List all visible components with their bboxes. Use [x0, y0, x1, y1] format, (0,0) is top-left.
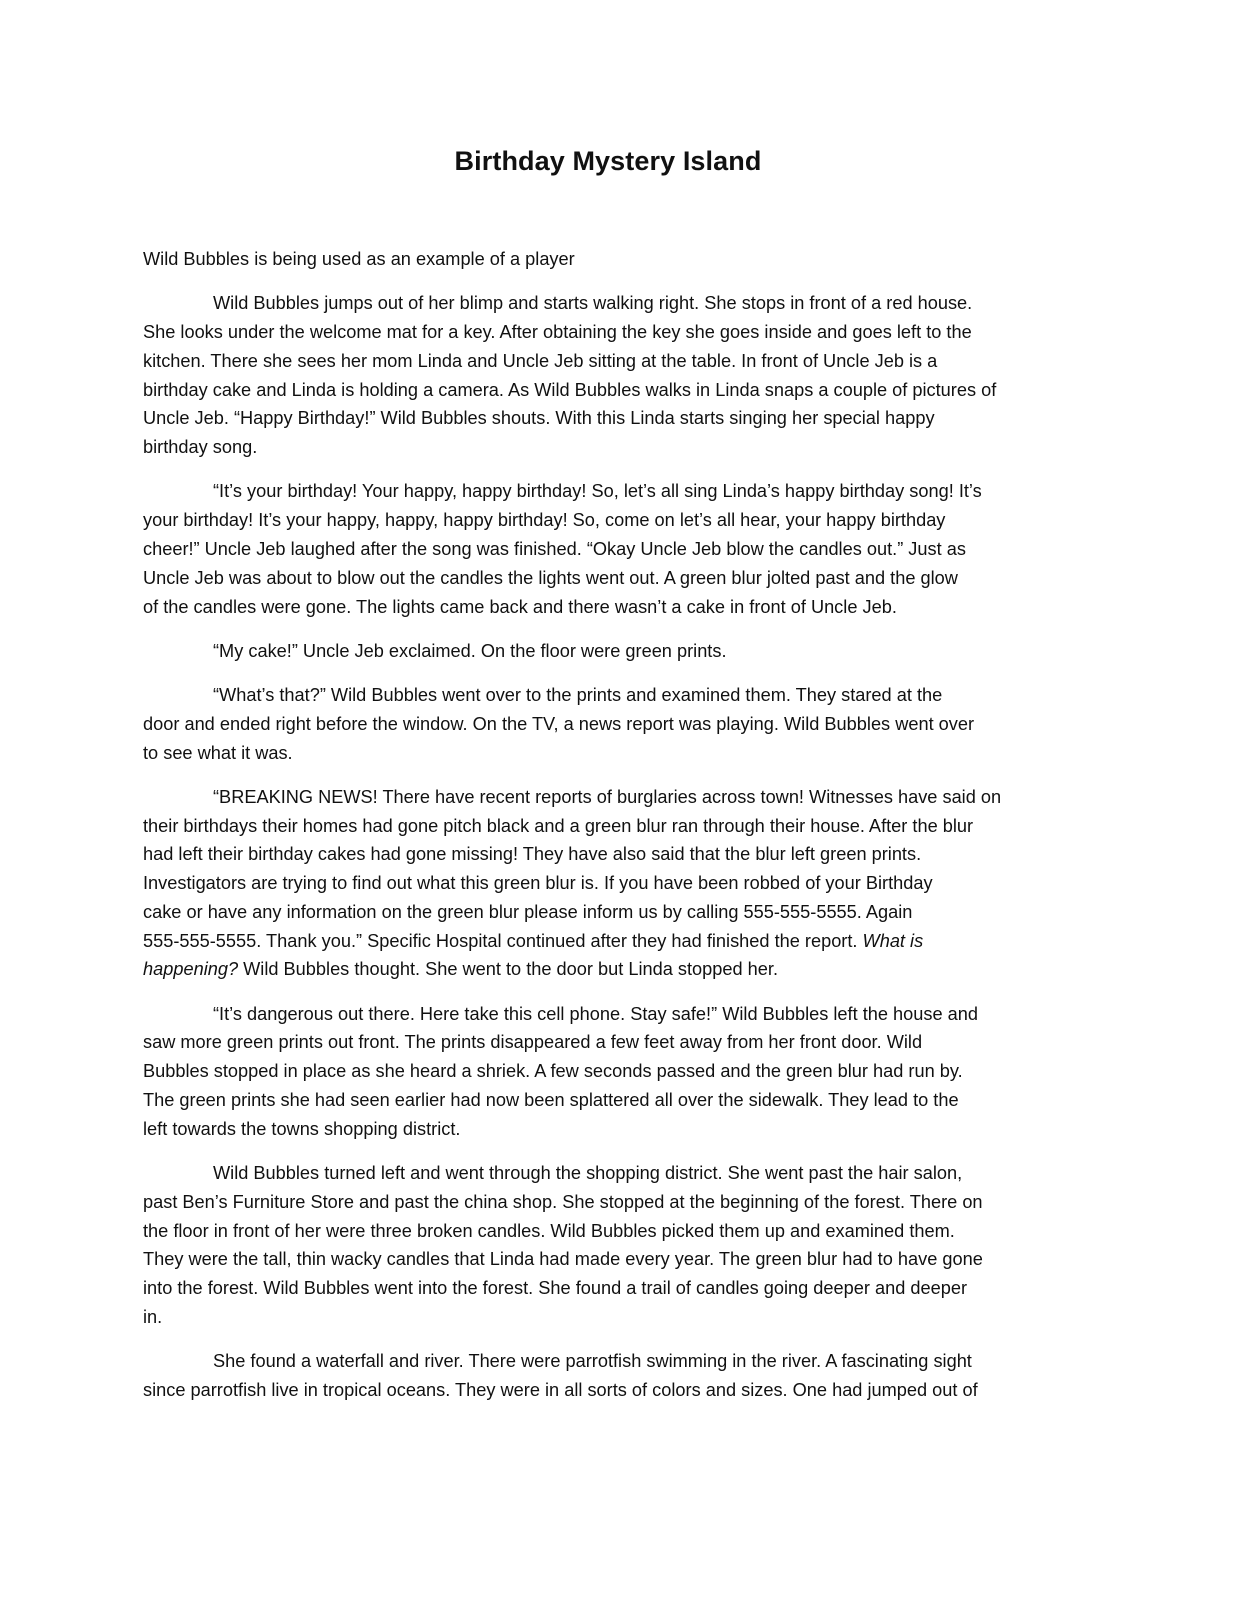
paragraph-news-report [143, 783, 1073, 985]
text-line: left towards the towns shopping district. [143, 1118, 461, 1139]
story-body [143, 245, 1073, 1420]
text-line: door and ended right before the window. On the TV, a news report was playing. Wild Bubbles went over [143, 713, 975, 734]
text-line: Bubbles stopped in place as she heard a shriek. A few seconds passed and the green blur had run by. [143, 1061, 963, 1082]
text-line: kitchen. There she sees her mom Linda and Uncle Jeb sitting at the table. In front of Uncle Jeb is a [143, 350, 938, 371]
text-segment: Wild Bubbles thought. She went to the door but Linda stopped her. [238, 959, 779, 980]
text-line: cake or have any information on the green blur please inform us by calling 555-555-5555. Again [143, 901, 913, 922]
paragraph [143, 477, 1073, 621]
text-line: birthday cake and Linda is holding a camera. As Wild Bubbles walks in Linda snaps a couple of pictures of [143, 379, 997, 400]
text-line: had left their birthday cakes had gone missing! They have also said that the blur left green prints. [143, 844, 922, 865]
text-line: “It’s your birthday! Your happy, happy birthday! So, let’s all sing Linda’s happy birthday song! It’s [213, 481, 982, 502]
text-line: of the candles were gone. The lights came back and there wasn’t a cake in front of Uncle Jeb. [143, 596, 897, 617]
text-line: She looks under the welcome mat for a key. After obtaining the key she goes inside and goes left to the [143, 321, 972, 342]
paragraph [143, 681, 1073, 767]
text-line: Wild Bubbles turned left and went through the shopping district. She went past the hair salon, [213, 1163, 963, 1184]
page-title: Birthday Mystery Island [454, 146, 762, 176]
paragraph [143, 1000, 1073, 1144]
text-line [143, 955, 1073, 984]
document-page [143, 0, 1073, 1600]
intro-line: Wild Bubbles is being used as an example of a player [143, 249, 575, 269]
text-line: “BREAKING NEWS! There have recent reports of burglaries across town! Witnesses have said on [213, 786, 1002, 807]
text-line: “My cake!” Uncle Jeb exclaimed. On the floor were green prints. [213, 640, 727, 661]
text-line: “It’s dangerous out there. Here take this cell phone. Stay safe!” Wild Bubbles left the house and [213, 1003, 978, 1024]
text-line: cheer!” Uncle Jeb laughed after the song was finished. “Okay Uncle Jeb blow the candles out.” Just as [143, 538, 966, 559]
italic-thought: happening? [143, 959, 239, 980]
text-line: Uncle Jeb. “Happy Birthday!” Wild Bubbles shouts. With this Linda starts singing her special happy [143, 408, 935, 429]
text-line: They were the tall, thin wacky candles that Linda had made every year. The green blur had to have gone [143, 1249, 983, 1270]
paragraph [143, 1159, 1073, 1332]
text-line: She found a waterfall and river. There were parrotfish swimming in the river. A fascinating sight [213, 1351, 972, 1372]
paragraph [143, 1347, 1073, 1405]
paragraph [143, 637, 1073, 666]
text-line [143, 927, 1073, 956]
text-line: The green prints she had seen earlier had now been splattered all over the sidewalk. They lead to the [143, 1090, 959, 1111]
text-line: the floor in front of her were three broken candles. Wild Bubbles picked them up and examined them. [143, 1220, 955, 1241]
text-line: Investigators are trying to find out what this green blur is. If you have been robbed of your Birthday [143, 873, 933, 894]
text-line: to see what it was. [143, 742, 293, 763]
paragraph [143, 289, 1073, 462]
italic-thought: What is [862, 930, 924, 951]
text-line: saw more green prints out front. The prints disappeared a few feet away from her front door. Wild [143, 1032, 923, 1053]
text-line: “What’s that?” Wild Bubbles went over to the prints and examined them. They stared at the [213, 684, 943, 705]
text-segment: 555-555-5555. Thank you.” Specific Hospital continued after they had finished the report. [143, 930, 863, 951]
text-line: your birthday! It’s your happy, happy, happy birthday! So, come on let’s all hear, your happy birthday [143, 510, 946, 531]
text-line: since parrotfish live in tropical oceans. They were in all sorts of colors and sizes. One had jumped out of [143, 1380, 978, 1401]
text-line: birthday song. [143, 437, 258, 458]
text-line: Wild Bubbles jumps out of her blimp and starts walking right. She stops in front of a red house. [213, 293, 973, 314]
text-line: their birthdays their homes had gone pitch black and a green blur ran through their house. After the blur [143, 815, 974, 836]
text-line: into the forest. Wild Bubbles went into the forest. She found a trail of candles going deeper and deeper [143, 1278, 968, 1299]
text-line: Uncle Jeb was about to blow out the candles the lights went out. A green blur jolted past and the glow [143, 567, 958, 588]
text-line: past Ben’s Furniture Store and past the china shop. She stopped at the beginning of the forest. There on [143, 1191, 983, 1212]
text-line: in. [143, 1307, 163, 1328]
